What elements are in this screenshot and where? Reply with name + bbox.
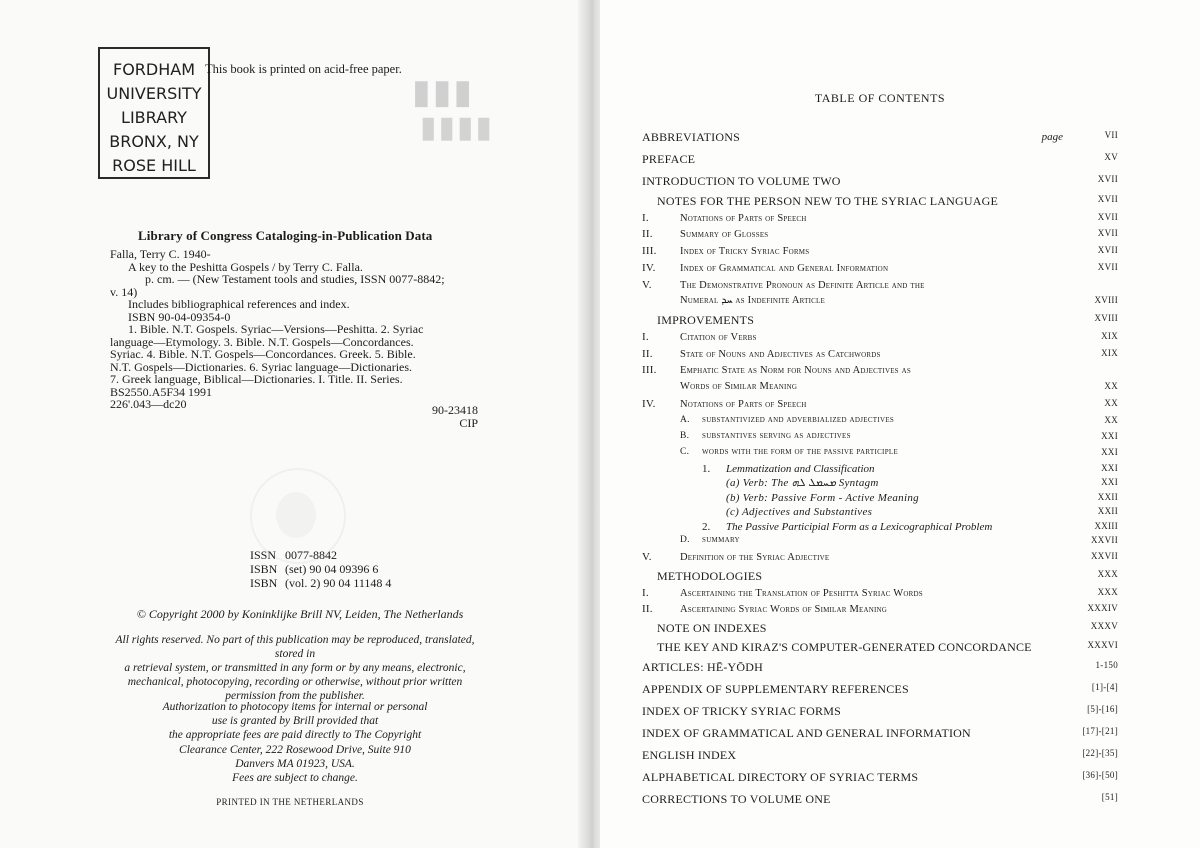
toc-entry-text: Ascertaining Syriac Words of Similar Meaning [680,604,888,616]
toc-entry-number: 1. [702,462,711,475]
toc-entry-number: I. [642,586,649,599]
rights-line: permission from the publisher. [225,690,365,702]
toc-entry-number: I. [642,330,649,343]
cip-line: v. 14) [110,284,138,299]
toc-entry-page: XXII [1097,506,1118,517]
toc-entry-page: XVIII [1094,295,1118,306]
isbn-label: ISBN [250,576,278,590]
toc-entry-page: XV [1104,152,1118,162]
toc-entry-page: [5]-[16] [1087,704,1118,715]
toc-entry-page: XXI [1101,477,1118,488]
toc-entry-text: substantivized and adverbialized adjectives [702,414,895,425]
toc-entry-text: The Demonstrative Pronoun as Definite Article and the [680,279,925,291]
left-page [0,0,586,848]
cip-number: 90-23418 [432,403,478,417]
authorization-line: Danvers MA 01923, USA. [235,757,355,770]
toc-entry-title [726,492,919,504]
toc-entry-text: PREFACE [642,152,696,166]
toc-entry-page: XXI [1101,462,1118,473]
toc-entry [642,603,1118,620]
toc-entry-page: XVII [1097,261,1118,272]
toc-entry [642,295,1118,312]
toc-entry-title [680,295,825,307]
cip-line: Syriac. 4. Bible. N.T. Gospels—Concordances. Greek. 5. Bible. [110,347,416,361]
toc-entry [642,640,1118,658]
toc-entry [642,587,1118,604]
cip-label: CIP [459,415,478,430]
toc-entry-title [642,262,888,274]
toc-entry-title [726,506,872,518]
toc-entry-number: III. [642,245,657,258]
toc-entry-page: XXI [1101,430,1118,441]
toc-entry-title [642,348,881,360]
isbn-label: ISBN [250,562,278,576]
toc-entry-page: XX [1104,381,1118,392]
toc-entry-text: Numeral ܚܕ as Indefinite Article [680,295,825,307]
toc-entry-number: III. [642,364,657,377]
toc-entry-title [680,447,898,457]
toc-entry-text: THE KEY AND KIRAZ'S COMPUTER-GENERATED CONCORDANCE [657,639,1032,654]
toc-entry [642,551,1118,568]
authorization-line: Authorization to photocopy items for internal or personal [162,701,428,713]
toc-entry-title [680,431,851,441]
toc-entry-text: summary [702,535,740,546]
page-column-label: page [1041,131,1063,143]
authorization-line: Clearance Center, 222 Rosewood Drive, Suite 910 [179,743,411,756]
copyright-notice: © Copyright 2000 by Koninklijke Brill NV, Leiden, The Netherlands [136,607,464,621]
toc-entry-text: Definition of the Syriac Adjective [680,552,830,564]
isbn-value: 0077-8842 [285,548,337,562]
toc-entry-title [642,228,768,240]
toc-entry-page: XXX [1097,586,1118,597]
cip-line: 1. Bible. N.T. Gospels. Syriac—Versions—Peshitta. 2. Syriac [128,322,424,336]
toc-entry-number: II. [642,228,653,241]
toc-entry-number: B. [680,430,690,441]
toc-entry-title [726,477,879,490]
toc-entry-page: [51] [1101,792,1118,803]
toc-entry-number: II. [642,347,653,360]
toc-entry-title [642,603,887,615]
cip-line: Includes bibliographical references and index. [128,297,350,311]
authorization-line: Fees are subject to change. [232,772,358,785]
toc-entry-page: XXVII [1091,535,1118,546]
toc-entry-text: State of Nouns and Adjectives as Catchwords [680,348,881,360]
toc-entry-text: Notations of Parts of Speech [680,398,807,410]
toc-entry-text: INDEX OF TRICKY SYRIAC FORMS [642,704,841,719]
toc-entry-text: (c) Adjectives and Substantives [726,506,873,519]
toc-entry-page: XXXV [1090,621,1118,632]
stamp-line: FORDHAM [112,60,195,79]
toc-entry [642,348,1118,365]
toc-entry-title [657,569,762,584]
toc-entry-page: [22]-[35] [1082,748,1118,759]
cip-line: Falla, Terry C. 1940- [110,247,211,261]
toc-entry [642,212,1118,229]
cip-line: BS2550.A5F34 1991 [110,384,213,399]
stamp-line: BRONX, NY [109,132,199,151]
cip-line: 7. Greek language, Biblical—Dictionaries. I. Title. II. Series. [110,372,403,386]
toc-entry-text: (a) Verb: The ܡܚܡܠ ܠܗ Syntagm [726,477,879,490]
toc-entry-number: II. [642,603,653,616]
cip-line: A key to the Peshitta Gospels / by Terry C. Falla. [128,259,363,274]
toc-entry-number: 2. [702,520,711,533]
toc-entry-title [702,463,875,475]
toc-entry [642,726,1118,745]
toc-entry-title [657,640,1032,655]
bleed-through-text: ▮▮▮ [412,74,475,111]
toc-entry-text: CORRECTIONS TO VOLUME ONE [642,792,831,807]
toc-entry-text: Citation of Verbs [680,331,757,343]
toc-entry-text: Summary of Glosses [680,229,769,241]
toc-entry [642,431,1118,447]
toc-entry [642,535,1118,551]
toc-entry [642,569,1118,587]
toc-entry-page: XXII [1097,491,1118,502]
toc-entry-text: NOTES FOR THE PERSON NEW TO THE SYRIAC LANGUAGE [657,194,998,208]
toc-entry-text: substantives serving as adjectives [702,430,851,441]
toc-entry [642,704,1118,723]
cip-title: Library of Congress Cataloging-in-Publication Data [138,228,433,243]
toc-entry-text: ARTICLES: HĒ-YŌDH [642,660,764,675]
toc-entry-text: APPENDIX OF SUPPLEMENTARY REFERENCES [642,682,909,697]
toc-entry [642,660,1118,679]
toc-title: TABLE OF CONTENTS [814,91,946,105]
toc-entry-title [680,415,894,425]
rights-line: mechanical, photocopying, recording or otherwise, without prior written [127,676,463,688]
toc-entry [642,262,1118,279]
toc-entry-page: XVIII [1094,313,1118,324]
cip-block [110,248,490,411]
toc-entry-number: A. [680,414,690,425]
toc-entry [642,621,1118,639]
toc-entry-text: Index of Tricky Syriac Forms [680,246,810,258]
stamp-line: LIBRARY [121,108,187,127]
authorization-line: the appropriate fees are paid directly to The Copyright [168,729,422,742]
toc-entry-title [657,194,998,209]
toc-entry-page: XXX [1097,569,1118,580]
toc-entry-number: IV. [642,261,656,274]
toc-entry-page: [17]-[21] [1082,726,1118,737]
toc-entry [642,682,1118,701]
toc-entry-title [642,792,831,807]
toc-entry-text: INTRODUCTION TO VOLUME TWO [642,174,841,188]
toc-entry-page: XVII [1097,194,1118,204]
library-stamp [98,47,210,179]
cip-line: 226'.043—dc20 [110,397,187,411]
toc-entry-title [642,748,736,763]
bleed-through-text: ▮▮▮▮ [420,111,495,144]
toc-entry-text: INDEX OF GRAMMATICAL AND GENERAL INFORMATION [642,726,971,741]
isbn-label: ISSN [250,548,277,562]
table-of-contents [642,130,1118,811]
toc-entry-page: XIX [1101,347,1118,358]
toc-entry [642,770,1118,789]
acid-free-note: This book is printed on acid-free paper. [205,62,402,76]
toc-entry [642,415,1118,431]
toc-entry-text: ABBREVIATIONS [642,130,740,144]
toc-entry-page: XX [1104,414,1118,425]
toc-entry [642,398,1118,415]
isbn-value: (vol. 2) 90 04 11148 4 [285,576,392,590]
authorization-line: use is granted by Brill provided that [211,715,379,728]
toc-entry-page: XXXVI [1087,639,1118,650]
cip-line: N.T. Gospels—Dictionaries. 6. Syriac language—Dictionaries. [110,359,413,374]
toc-entry-number: D. [680,535,690,546]
toc-entry-page: XX [1104,397,1118,408]
toc-entry [642,152,1118,171]
toc-entry-text: IMPROVEMENTS [657,313,755,328]
toc-entry-title [642,212,807,224]
cip-line: p. cm. — (New Testament tools and studies, ISSN 0077-8842; [145,272,445,286]
toc-entry-title [680,381,797,392]
toc-entry [642,174,1118,193]
cip-line: ISBN 90-04-09354-0 [128,309,231,324]
toc-entry-page: XVII [1097,211,1118,222]
toc-entry [642,492,1118,507]
toc-entry-text: ALPHABETICAL DIRECTORY OF SYRIAC TERMS [642,770,919,785]
toc-entry-text: Ascertaining the Translation of Peshitta Syriac Words [680,587,923,599]
toc-entry [642,477,1118,492]
toc-entry-title [642,245,809,257]
toc-entry-text: (b) Verb: Passive Form - Active Meaning [726,491,919,504]
toc-entry-page: XVII [1097,174,1118,184]
toc-entry-title [642,770,918,785]
isbn-block [250,548,391,590]
toc-entry-title [680,535,740,545]
rights-line: All rights reserved. No part of this publication may be reproduced, translated, stored in [115,634,475,660]
toc-entry-title [642,660,763,675]
toc-entry-title [642,587,923,599]
rights-line: a retrieval system, or transmitted in any form or by any means, electronic, [124,662,466,674]
toc-entry-text: Words of Similar Meaning [680,381,798,393]
toc-entry [642,506,1118,521]
isbn-value: (set) 90 04 09396 6 [285,562,379,576]
photocopy-authorization [120,700,470,785]
toc-entry [642,364,1118,381]
toc-entry-title [642,364,911,376]
toc-entry-text: Emphatic State as Norm for Nouns and Adjectives as [680,365,911,377]
toc-entry-title [642,279,925,291]
toc-entry-title [642,682,909,697]
toc-entry-title [657,313,754,328]
toc-entry [642,313,1118,331]
printed-in-note: PRINTED IN THE NETHERLANDS [216,797,364,807]
toc-entry-text: ENGLISH INDEX [642,748,737,763]
toc-entry-number: V. [642,551,652,564]
toc-entry-page: XVII [1097,245,1118,256]
toc-entry-title [642,331,757,343]
toc-entry-title [642,130,740,145]
toc-entry-number: C. [680,446,690,457]
toc-entry-text: Lemmatization and Classification [726,462,875,475]
toc-entry-page: [36]-[50] [1082,770,1118,781]
toc-entry-page: VII [1104,130,1118,140]
toc-entry-title [642,726,971,741]
toc-entry-number: I. [642,211,649,224]
toc-entry-text: Index of Grammatical and General Information [680,262,889,274]
toc-entry [642,381,1118,398]
toc-entry-text: METHODOLOGIES [657,569,763,584]
toc-entry [642,194,1118,212]
toc-entry-title [642,551,829,563]
toc-entry [642,792,1118,811]
toc-entry-page: XXI [1101,446,1118,457]
toc-entry-page: XXIII [1094,520,1118,531]
toc-entry-page: XIX [1101,330,1118,341]
toc-entry [642,279,1118,296]
toc-entry-text: words with the form of the passive participle [702,446,899,457]
toc-entry-page: XXVII [1091,551,1118,562]
toc-entry [642,245,1118,262]
toc-entry-title [657,621,767,636]
toc-entry [642,447,1118,463]
toc-entry-title [642,152,695,167]
stamp-line: ROSE HILL [112,156,196,175]
toc-entry-title [642,174,841,189]
toc-entry [642,521,1118,536]
rights-notice [100,633,490,703]
toc-entry-page: XVII [1097,228,1118,239]
toc-entry-title [702,521,992,533]
toc-entry-title [642,704,841,719]
toc-entry-text: Notations of Parts of Speech [680,212,807,224]
toc-entry-page: XXXIV [1087,603,1118,614]
toc-entry-text: NOTE ON INDEXES [657,621,767,636]
toc-entry-page: 1-150 [1095,660,1118,671]
toc-entry-text: The Passive Participial Form as a Lexicographical Problem [726,520,993,533]
toc-entry [642,748,1118,767]
toc-entry [642,228,1118,245]
cip-number-block [110,404,490,429]
toc-entry [642,331,1118,348]
toc-entry-number: IV. [642,397,656,410]
stamp-line: UNIVERSITY [106,84,202,103]
toc-entry-page: [1]-[4] [1091,682,1118,693]
toc-entry-number: V. [642,278,652,291]
toc-entry [642,463,1118,478]
toc-entry-title [642,398,807,410]
cip-line: language—Etymology. 3. Bible. N.T. Gospels—Concordances. [110,334,414,349]
toc-entry [642,130,1118,149]
